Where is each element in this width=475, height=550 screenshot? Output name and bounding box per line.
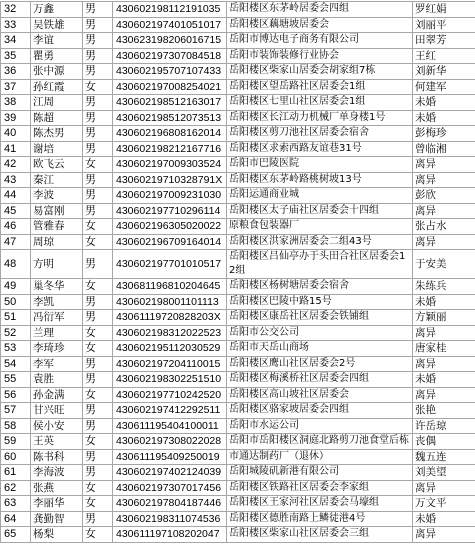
cell-gender: 男 xyxy=(83,418,113,434)
cell-number: 46 xyxy=(1,219,31,235)
cell-name: 谢培 xyxy=(31,141,83,157)
cell-id-number: 430602197804187446 xyxy=(113,496,227,512)
table-row xyxy=(1,325,475,341)
table-row xyxy=(1,2,475,18)
cell-address: 岳阳楼区鹰山社区居委会2号 xyxy=(227,356,413,372)
cell-id-number: 430602196709164014 xyxy=(113,234,227,250)
cell-number: 61 xyxy=(1,465,31,481)
cell-gender: 男 xyxy=(83,64,113,80)
cell-address: 岳阳楼区德胜南路上鳞徒港4号 xyxy=(227,511,413,527)
cell-address: 岳阳市水运公司 xyxy=(227,418,413,434)
cell-id-number: 43060219710328791X xyxy=(113,172,227,188)
cell-name: 陈书科 xyxy=(31,449,83,465)
cell-remark: 张占水 xyxy=(413,219,475,235)
table-row xyxy=(1,341,475,357)
cell-gender: 女 xyxy=(83,79,113,95)
cell-gender: 男 xyxy=(83,403,113,419)
cell-name: 孙红霞 xyxy=(31,79,83,95)
table-row xyxy=(1,418,475,434)
cell-number: 36 xyxy=(1,64,31,80)
cell-gender: 男 xyxy=(83,17,113,33)
cell-remark: 离异 xyxy=(413,203,475,219)
cell-address: 岳阳楼区王家河社区居委会马壕组 xyxy=(227,496,413,512)
cell-id-number: 430602198512163017 xyxy=(113,95,227,111)
cell-remark: 刘新华 xyxy=(413,64,475,80)
cell-number: 60 xyxy=(1,449,31,465)
cell-address: 原粮食包装器厂 xyxy=(227,219,413,235)
cell-id-number: 430602197307017456 xyxy=(113,480,227,496)
cell-address: 岳阳楼区吕仙亭办于头田合社区居委会12组 xyxy=(227,250,413,279)
table-row xyxy=(1,403,475,419)
cell-gender: 女 xyxy=(83,341,113,357)
cell-address: 岳阳楼区望岳路社区居委会1组 xyxy=(227,79,413,95)
cell-number: 38 xyxy=(1,95,31,111)
cell-address: 岳阳楼区剪刀池社区居委会宿舍 xyxy=(227,126,413,142)
cell-gender: 女 xyxy=(83,234,113,250)
table-body xyxy=(1,2,475,543)
cell-name: 秦江 xyxy=(31,172,83,188)
cell-name: 管雅春 xyxy=(31,219,83,235)
cell-number: 63 xyxy=(1,496,31,512)
cell-id-number: 430602198212167716 xyxy=(113,141,227,157)
cell-number: 34 xyxy=(1,33,31,49)
cell-name: 李琦珍 xyxy=(31,341,83,357)
cell-remark: 未婚 xyxy=(413,95,475,111)
cell-address: 岳阳市天岳山商场 xyxy=(227,341,413,357)
cell-address: 岳阳市博达电子商务有限公司 xyxy=(227,33,413,49)
cell-remark: 离异 xyxy=(413,325,475,341)
cell-address: 岳阳楼区藕塘坡居委会 xyxy=(227,17,413,33)
cell-id-number: 430602196305020022 xyxy=(113,219,227,235)
cell-gender: 女 xyxy=(83,496,113,512)
cell-number: 50 xyxy=(1,294,31,310)
cell-remark: 离异 xyxy=(413,387,475,403)
cell-name: 张中源 xyxy=(31,64,83,80)
cell-name: 方明 xyxy=(31,250,83,279)
cell-number: 49 xyxy=(1,279,31,295)
cell-name: 李凯 xyxy=(31,294,83,310)
cell-number: 64 xyxy=(1,511,31,527)
cell-address: 岳阳市巴陵医院 xyxy=(227,157,413,173)
cell-id-number: 430602197008254021 xyxy=(113,79,227,95)
cell-remark: 彭欣 xyxy=(413,188,475,204)
cell-id-number: 43061119720828203X xyxy=(113,310,227,326)
cell-gender: 男 xyxy=(83,141,113,157)
cell-name: 陈超 xyxy=(31,110,83,126)
cell-gender: 女 xyxy=(83,219,113,235)
cell-id-number: 430602198311074536 xyxy=(113,511,227,527)
cell-remark: 刘美望 xyxy=(413,465,475,481)
cell-id-number: 430611195404100011 xyxy=(113,418,227,434)
cell-id-number: 430602198112191035 xyxy=(113,2,227,18)
cell-id-number: 430602198512073513 xyxy=(113,110,227,126)
cell-gender: 男 xyxy=(83,126,113,142)
cell-number: 35 xyxy=(1,48,31,64)
cell-gender: 男 xyxy=(83,449,113,465)
cell-name: 吴铁雄 xyxy=(31,17,83,33)
cell-number: 56 xyxy=(1,387,31,403)
cell-number: 62 xyxy=(1,480,31,496)
cell-id-number: 430602197402124039 xyxy=(113,465,227,481)
cell-gender: 女 xyxy=(83,279,113,295)
cell-name: 瞿勇 xyxy=(31,48,83,64)
cell-remark: 离异 xyxy=(413,356,475,372)
cell-id-number: 430602197204110015 xyxy=(113,356,227,372)
cell-remark: 离异 xyxy=(413,527,475,543)
cell-gender: 男 xyxy=(83,33,113,49)
cell-remark: 魏五连 xyxy=(413,449,475,465)
cell-name: 兰理 xyxy=(31,325,83,341)
table-row xyxy=(1,64,475,80)
cell-id-number: 430602198001101113 xyxy=(113,294,227,310)
cell-id-number: 430602197009231030 xyxy=(113,188,227,204)
cell-name: 周琼 xyxy=(31,234,83,250)
cell-id-number: 430602197009303524 xyxy=(113,157,227,173)
cell-id-number: 430611195409250019 xyxy=(113,449,227,465)
table-row xyxy=(1,203,475,219)
cell-id-number: 430602198312022523 xyxy=(113,325,227,341)
table-row xyxy=(1,48,475,64)
cell-remark: 许岳琼 xyxy=(413,418,475,434)
cell-name: 甘兴旺 xyxy=(31,403,83,419)
cell-address: 岳阳楼区柴家山居委会胡家组7栋 xyxy=(227,64,413,80)
cell-id-number: 430602197710242520 xyxy=(113,387,227,403)
cell-remark: 离异 xyxy=(413,157,475,173)
cell-remark: 方颖丽 xyxy=(413,310,475,326)
cell-gender: 男 xyxy=(83,172,113,188)
cell-id-number: 430602197308022028 xyxy=(113,434,227,450)
cell-remark: 罗红娟 xyxy=(413,2,475,18)
table-row xyxy=(1,234,475,250)
cell-number: 58 xyxy=(1,418,31,434)
table-row xyxy=(1,219,475,235)
cell-name: 孙金满 xyxy=(31,387,83,403)
cell-name: 袁胜 xyxy=(31,372,83,388)
cell-remark: 离异 xyxy=(413,172,475,188)
cell-address: 岳阳楼区求索西路友谊巷31号 xyxy=(227,141,413,157)
cell-name: 李谊 xyxy=(31,33,83,49)
cell-name: 龚勤智 xyxy=(31,511,83,527)
table-row xyxy=(1,126,475,142)
table-row xyxy=(1,387,475,403)
cell-id-number: 430602195112030529 xyxy=(113,341,227,357)
cell-remark: 王红 xyxy=(413,48,475,64)
table-row xyxy=(1,141,475,157)
cell-name: 杨梨 xyxy=(31,527,83,543)
cell-name: 张燕 xyxy=(31,480,83,496)
table-row xyxy=(1,95,475,111)
cell-gender: 女 xyxy=(83,527,113,543)
table-row xyxy=(1,33,475,49)
table-row xyxy=(1,79,475,95)
table-row xyxy=(1,449,475,465)
cell-gender: 男 xyxy=(83,294,113,310)
cell-name: 陈杰男 xyxy=(31,126,83,142)
cell-id-number: 430602195707107433 xyxy=(113,64,227,80)
cell-number: 53 xyxy=(1,341,31,357)
cell-number: 59 xyxy=(1,434,31,450)
cell-address: 岳阳楼区铁路社区居委会李家组 xyxy=(227,480,413,496)
cell-number: 39 xyxy=(1,110,31,126)
cell-address: 岳阳运通商业城 xyxy=(227,188,413,204)
cell-id-number: 430602196808162014 xyxy=(113,126,227,142)
cell-number: 48 xyxy=(1,250,31,279)
cell-number: 65 xyxy=(1,527,31,543)
cell-id-number: 430602197412292511 xyxy=(113,403,227,419)
cell-number: 51 xyxy=(1,310,31,326)
cell-gender: 男 xyxy=(83,203,113,219)
cell-id-number: 430611197108202047 xyxy=(113,527,227,543)
cell-address: 岳阳楼区巴陵中路15号 xyxy=(227,294,413,310)
cell-address: 岳阳楼区柴家山社区居委会三组 xyxy=(227,527,413,543)
cell-id-number: 430602197710296114 xyxy=(113,203,227,219)
cell-name: 李丽华 xyxy=(31,496,83,512)
cell-remark: 朱练兵 xyxy=(413,279,475,295)
table-row xyxy=(1,434,475,450)
cell-address: 岳阳市公交公司 xyxy=(227,325,413,341)
cell-address: 岳阳楼区梅溪桥社区居委会四组 xyxy=(227,372,413,388)
cell-address: 岳阳楼区长江动力机械厂单身楼1号 xyxy=(227,110,413,126)
cell-name: 巢冬华 xyxy=(31,279,83,295)
table-row xyxy=(1,496,475,512)
cell-address: 市通达制药厂（退休） xyxy=(227,449,413,465)
cell-remark: 未婚 xyxy=(413,110,475,126)
cell-remark: 未婚 xyxy=(413,372,475,388)
table-row xyxy=(1,465,475,481)
cell-gender: 男 xyxy=(83,250,113,279)
cell-address: 岳阳楼区东茅岭居委会四组 xyxy=(227,2,413,18)
cell-number: 47 xyxy=(1,234,31,250)
cell-remark: 于安美 xyxy=(413,250,475,279)
cell-number: 54 xyxy=(1,356,31,372)
cell-id-number: 430602198302251510 xyxy=(113,372,227,388)
cell-id-number: 430681196810204645 xyxy=(113,279,227,295)
table-row xyxy=(1,17,475,33)
cell-remark: 离异 xyxy=(413,480,475,496)
table-row xyxy=(1,480,475,496)
cell-gender: 女 xyxy=(83,387,113,403)
cell-gender: 女 xyxy=(83,325,113,341)
cell-address: 岳阳楼区康岳社区居委会铁铺组 xyxy=(227,310,413,326)
cell-address: 岳阳楼区洪家洲居委会二组43号 xyxy=(227,234,413,250)
cell-remark: 唐家桂 xyxy=(413,341,475,357)
cell-number: 55 xyxy=(1,372,31,388)
cell-name: 冯衍军 xyxy=(31,310,83,326)
table-row xyxy=(1,294,475,310)
cell-remark: 曾临湘 xyxy=(413,141,475,157)
cell-gender: 男 xyxy=(83,511,113,527)
cell-name: 李海波 xyxy=(31,465,83,481)
cell-number: 41 xyxy=(1,141,31,157)
cell-remark: 刘丽平 xyxy=(413,17,475,33)
cell-address: 岳阳楼区高山坡社区居委会 xyxy=(227,387,413,403)
cell-gender: 男 xyxy=(83,188,113,204)
table-row xyxy=(1,157,475,173)
cell-remark: 丧偶 xyxy=(413,434,475,450)
cell-remark: 未婚 xyxy=(413,294,475,310)
cell-name: 易富刚 xyxy=(31,203,83,219)
cell-address: 岳阳楼区七里山社区居委会1组 xyxy=(227,95,413,111)
cell-number: 40 xyxy=(1,126,31,142)
cell-remark: 离异 xyxy=(413,234,475,250)
cell-name: 王英 xyxy=(31,434,83,450)
cell-address: 岳阳城陵矶新港有限公司 xyxy=(227,465,413,481)
table-row xyxy=(1,356,475,372)
table-row xyxy=(1,250,475,279)
registry-table xyxy=(0,1,475,543)
cell-address: 岳阳楼区东茅岭路桃树坡13号 xyxy=(227,172,413,188)
cell-remark: 万文平 xyxy=(413,496,475,512)
cell-gender: 男 xyxy=(83,310,113,326)
table-row xyxy=(1,279,475,295)
cell-remark: 何建军 xyxy=(413,79,475,95)
cell-address: 岳阳市装饰装修行业协会 xyxy=(227,48,413,64)
table-row xyxy=(1,511,475,527)
table-row xyxy=(1,172,475,188)
cell-gender: 男 xyxy=(83,110,113,126)
cell-number: 42 xyxy=(1,157,31,173)
cell-id-number: 430602197701010517 xyxy=(113,250,227,279)
cell-name: 李波 xyxy=(31,188,83,204)
cell-name: 万鑫 xyxy=(31,2,83,18)
cell-gender: 女 xyxy=(83,157,113,173)
cell-address: 岳阳楼区杨树塘居委会宿舍 xyxy=(227,279,413,295)
cell-number: 32 xyxy=(1,2,31,18)
cell-gender: 女 xyxy=(83,434,113,450)
cell-id-number: 430602197401051017 xyxy=(113,17,227,33)
table-row xyxy=(1,310,475,326)
cell-number: 33 xyxy=(1,17,31,33)
cell-id-number: 430602197307084518 xyxy=(113,48,227,64)
table-row xyxy=(1,527,475,543)
cell-gender: 男 xyxy=(83,48,113,64)
cell-id-number: 430623198206016715 xyxy=(113,33,227,49)
cell-gender: 男 xyxy=(83,465,113,481)
cell-address: 岳阳市岳阳楼区洞庭北路剪刀池食堂后栋 xyxy=(227,434,413,450)
cell-address: 岳阳楼区骆家坡居委会四组 xyxy=(227,403,413,419)
cell-gender: 女 xyxy=(83,480,113,496)
cell-number: 45 xyxy=(1,203,31,219)
cell-name: 江周 xyxy=(31,95,83,111)
cell-name: 侯小安 xyxy=(31,418,83,434)
cell-number: 52 xyxy=(1,325,31,341)
table-row xyxy=(1,110,475,126)
cell-number: 43 xyxy=(1,172,31,188)
cell-remark: 田翠芳 xyxy=(413,33,475,49)
cell-address: 岳阳楼区太子庙社区居委会十四组 xyxy=(227,203,413,219)
cell-gender: 男 xyxy=(83,356,113,372)
cell-number: 44 xyxy=(1,188,31,204)
cell-remark: 未婚 xyxy=(413,511,475,527)
cell-remark: 张艳 xyxy=(413,403,475,419)
cell-gender: 男 xyxy=(83,95,113,111)
cell-remark: 彭梅珍 xyxy=(413,126,475,142)
cell-name: 李军 xyxy=(31,356,83,372)
cell-gender: 男 xyxy=(83,2,113,18)
cell-number: 37 xyxy=(1,79,31,95)
table-row xyxy=(1,372,475,388)
cell-name: 欧飞云 xyxy=(31,157,83,173)
cell-gender: 男 xyxy=(83,372,113,388)
cell-number: 57 xyxy=(1,403,31,419)
table-row xyxy=(1,188,475,204)
